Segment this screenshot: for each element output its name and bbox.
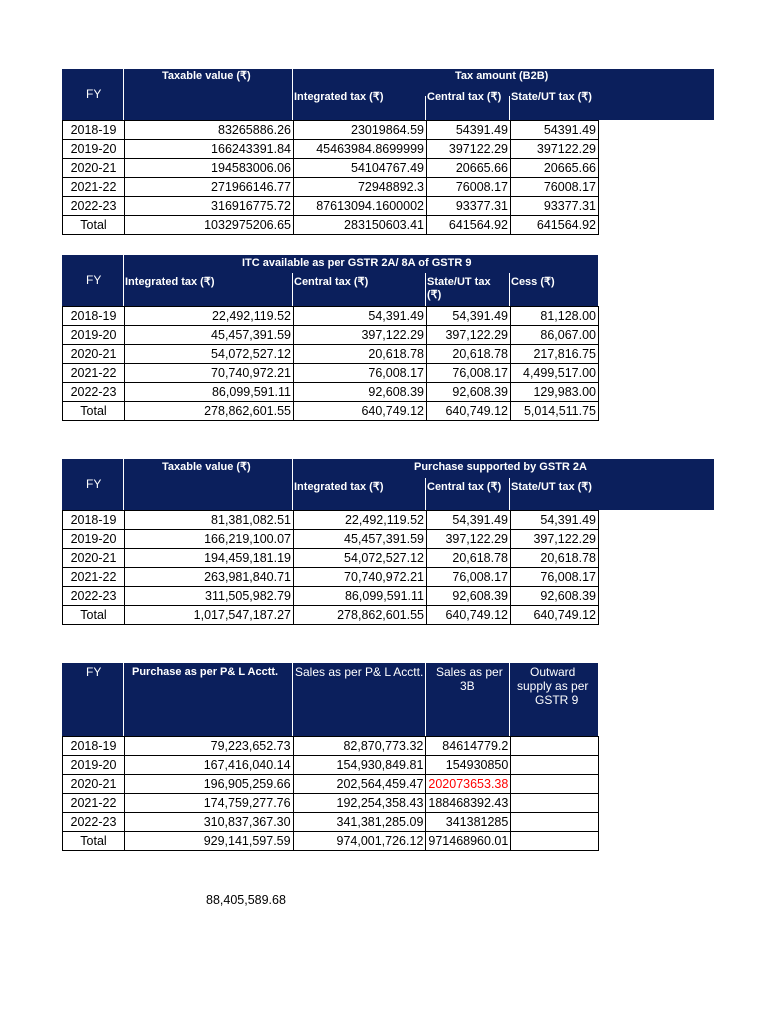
value-cell: 45463984.8699999 <box>294 140 427 159</box>
value-cell <box>511 756 599 775</box>
fy-cell: 2018-19 <box>63 307 125 326</box>
value-cell: 54,391.49 <box>427 511 511 530</box>
value-cell: 278,862,601.55 <box>125 402 294 421</box>
value-cell: 79,223,652.73 <box>124 737 293 756</box>
value-cell: 166243391.84 <box>125 140 294 159</box>
table-row <box>63 402 599 421</box>
fy-cell: Total <box>63 606 125 625</box>
value-cell: 45,457,391.59 <box>125 326 294 345</box>
fy-cell: 2022-23 <box>63 813 125 832</box>
table-row <box>63 326 599 345</box>
value-cell: 640,749.12 <box>511 606 599 625</box>
fy-cell: 2021-22 <box>63 364 125 383</box>
value-cell: 54391.49 <box>427 121 511 140</box>
purchase-group-header: Purchase supported by GSTR 2A <box>414 461 587 473</box>
value-cell: 341381285 <box>426 813 511 832</box>
state-tax-unit: (₹) <box>427 289 442 301</box>
data-rows <box>62 736 599 851</box>
value-cell: 641564.92 <box>511 216 599 235</box>
table-row <box>63 216 599 235</box>
value-cell: 278,862,601.55 <box>294 606 427 625</box>
value-cell: 87613094.1600002 <box>294 197 427 216</box>
value-cell: 86,067.00 <box>511 326 599 345</box>
value-cell: 341,381,285.09 <box>293 813 426 832</box>
fy-header: FY <box>86 87 102 101</box>
value-cell: 54,391.49 <box>511 511 599 530</box>
fy-header: FY <box>86 273 102 287</box>
value-cell: 4,499,517.00 <box>511 364 599 383</box>
table-row <box>63 178 599 197</box>
value-cell: 174,759,277.76 <box>124 794 293 813</box>
value-cell <box>511 737 599 756</box>
value-cell: 974,001,726.12 <box>293 832 426 851</box>
fy-cell: Total <box>63 402 125 421</box>
value-cell <box>511 832 599 851</box>
data-rows <box>62 120 599 235</box>
value-cell: 5,014,511.75 <box>511 402 599 421</box>
central-tax-header: Central tax (₹) <box>294 276 369 288</box>
fy-cell: 2019-20 <box>63 326 125 345</box>
value-cell: 54,072,527.12 <box>125 345 294 364</box>
fy-cell: 2020-21 <box>63 775 125 794</box>
value-cell: 92,608.39 <box>294 383 427 402</box>
table-row <box>63 756 599 775</box>
fy-cell: 2022-23 <box>63 197 125 216</box>
table-row <box>63 587 599 606</box>
value-cell: 640,749.12 <box>427 606 511 625</box>
purchase-supported-gstr2a-table <box>62 459 714 625</box>
fy-cell: 2021-22 <box>63 794 125 813</box>
table-header <box>62 459 714 510</box>
value-cell: 641564.92 <box>427 216 511 235</box>
table-row <box>63 364 599 383</box>
value-cell: 76,008.17 <box>427 364 511 383</box>
tax-amount-group-header: Tax amount (B2B) <box>455 70 549 82</box>
value-cell: 20665.66 <box>511 159 599 178</box>
value-cell: 22,492,119.52 <box>294 511 427 530</box>
data-rows <box>62 306 599 421</box>
value-cell: 202073653.38 <box>426 775 511 794</box>
value-cell: 86,099,591.11 <box>294 587 427 606</box>
value-cell: 310,837,367.30 <box>124 813 293 832</box>
sales-purchase-comparison-table <box>62 663 599 851</box>
value-cell: 397,122.29 <box>294 326 427 345</box>
outward-supply-header: Outward <box>530 665 576 679</box>
value-cell: 397122.29 <box>427 140 511 159</box>
fy-cell: 2021-22 <box>63 568 125 587</box>
table-row <box>63 511 599 530</box>
table-row <box>63 159 599 178</box>
fy-cell: 2020-21 <box>63 159 125 178</box>
value-cell: 283150603.41 <box>294 216 427 235</box>
fy-cell: 2019-20 <box>63 140 125 159</box>
taxable-value-header: Taxable value (₹) <box>162 70 251 82</box>
value-cell: 23019864.59 <box>294 121 427 140</box>
value-cell: 76,008.17 <box>511 568 599 587</box>
value-cell: 84614779.2 <box>426 737 511 756</box>
table-row <box>63 737 599 756</box>
value-cell: 45,457,391.59 <box>294 530 427 549</box>
value-cell: 263,981,840.71 <box>125 568 294 587</box>
data-rows <box>62 510 599 625</box>
value-cell: 1,017,547,187.27 <box>125 606 294 625</box>
value-cell: 70,740,972.21 <box>294 568 427 587</box>
value-cell: 76,008.17 <box>427 568 511 587</box>
fy-cell: Total <box>63 216 125 235</box>
value-cell: 192,254,358.43 <box>293 794 426 813</box>
value-cell: 81,381,082.51 <box>125 511 294 530</box>
fy-cell: 2018-19 <box>63 737 125 756</box>
tax-amount-b2b-table <box>62 69 714 235</box>
state-tax-header: State/UT tax (₹) <box>511 481 592 493</box>
fy-cell: 2021-22 <box>63 178 125 197</box>
fy-cell: 2019-20 <box>63 530 125 549</box>
value-cell: 929,141,597.59 <box>124 832 293 851</box>
value-cell: 194583006.06 <box>125 159 294 178</box>
value-cell: 196,905,259.66 <box>124 775 293 794</box>
value-cell: 81,128.00 <box>511 307 599 326</box>
value-cell: 311,505,982.79 <box>125 587 294 606</box>
value-cell: 93377.31 <box>427 197 511 216</box>
fy-cell: 2018-19 <box>63 121 125 140</box>
value-cell: 397,122.29 <box>427 530 511 549</box>
fy-cell: 2020-21 <box>63 345 125 364</box>
value-cell: 93377.31 <box>511 197 599 216</box>
table-header <box>62 69 714 120</box>
value-cell: 188468392.43 <box>426 794 511 813</box>
value-cell: 76008.17 <box>511 178 599 197</box>
sales-3b-header-line2: 3B <box>460 679 475 693</box>
fy-header: FY <box>86 665 102 679</box>
central-tax-header: Central tax (₹) <box>427 91 502 103</box>
value-cell: 194,459,181.19 <box>125 549 294 568</box>
taxable-value-header: Taxable value (₹) <box>162 461 251 473</box>
table-row <box>63 549 599 568</box>
itc-group-header: ITC available as per GSTR 2A/ 8A of GSTR 9 <box>242 257 472 269</box>
value-cell: 72948892.3 <box>294 178 427 197</box>
table-row <box>63 775 599 794</box>
fy-cell: 2020-21 <box>63 549 125 568</box>
value-cell: 20,618.78 <box>294 345 427 364</box>
table-row <box>63 197 599 216</box>
sales-3b-header: Sales as per <box>436 665 503 679</box>
table-row <box>63 383 599 402</box>
outward-supply-header-line2: supply as per <box>517 679 589 693</box>
value-cell: 83265886.26 <box>125 121 294 140</box>
value-cell <box>511 775 599 794</box>
value-cell: 397,122.29 <box>511 530 599 549</box>
value-cell: 76,008.17 <box>294 364 427 383</box>
value-cell: 92,608.39 <box>427 383 511 402</box>
value-cell: 92,608.39 <box>427 587 511 606</box>
value-cell: 54,072,527.12 <box>294 549 427 568</box>
value-cell: 397,122.29 <box>427 326 511 345</box>
purchase-pl-header: Purchase as per P& L Acctt. <box>132 666 279 678</box>
outward-supply-header-line3: GSTR 9 <box>535 693 579 707</box>
value-cell: 20,618.78 <box>427 549 511 568</box>
value-cell: 76008.17 <box>427 178 511 197</box>
value-cell: 316916775.72 <box>125 197 294 216</box>
sales-pl-header: Sales as per P& L Acctt. <box>295 665 424 679</box>
fy-header: FY <box>86 477 102 491</box>
value-cell: 640,749.12 <box>427 402 511 421</box>
table-header <box>62 663 598 736</box>
table-row <box>63 794 599 813</box>
fy-cell: 2019-20 <box>63 756 125 775</box>
state-tax-header: State/UT tax (₹) <box>511 91 592 103</box>
table-row <box>63 832 599 851</box>
table-row <box>63 568 599 587</box>
table-row <box>63 345 599 364</box>
value-cell: 20,618.78 <box>511 549 599 568</box>
value-cell <box>511 813 599 832</box>
value-cell: 202,564,459.47 <box>293 775 426 794</box>
fy-cell: 2018-19 <box>63 511 125 530</box>
value-cell <box>511 794 599 813</box>
value-cell: 271966146.77 <box>125 178 294 197</box>
value-cell: 54,391.49 <box>427 307 511 326</box>
value-cell: 54104767.49 <box>294 159 427 178</box>
value-cell: 86,099,591.11 <box>125 383 294 402</box>
integrated-tax-header: Integrated tax (₹) <box>125 276 215 288</box>
table-row <box>63 813 599 832</box>
value-cell: 20,618.78 <box>427 345 511 364</box>
value-cell: 397122.29 <box>511 140 599 159</box>
fy-cell: 2022-23 <box>63 587 125 606</box>
value-cell: 166,219,100.07 <box>125 530 294 549</box>
value-cell: 92,608.39 <box>511 587 599 606</box>
value-cell: 54,391.49 <box>294 307 427 326</box>
value-cell: 640,749.12 <box>294 402 427 421</box>
value-cell: 1032975206.65 <box>125 216 294 235</box>
value-cell: 70,740,972.21 <box>125 364 294 383</box>
cess-header: Cess (₹) <box>511 276 555 288</box>
value-cell: 129,983.00 <box>511 383 599 402</box>
table-header <box>62 255 598 306</box>
value-cell: 54391.49 <box>511 121 599 140</box>
value-cell: 154,930,849.81 <box>293 756 426 775</box>
value-cell: 22,492,119.52 <box>125 307 294 326</box>
itc-available-table <box>62 255 599 421</box>
value-cell: 971468960.01 <box>426 832 511 851</box>
standalone-value: 88,405,589.68 <box>206 893 286 907</box>
value-cell: 154930850 <box>426 756 511 775</box>
integrated-tax-header: Integrated tax (₹) <box>294 481 384 493</box>
value-cell: 82,870,773.32 <box>293 737 426 756</box>
value-cell: 217,816.75 <box>511 345 599 364</box>
table-row <box>63 307 599 326</box>
table-row <box>63 121 599 140</box>
table-row <box>63 606 599 625</box>
table-row <box>63 530 599 549</box>
integrated-tax-header: Integrated tax (₹) <box>294 91 384 103</box>
value-cell: 167,416,040.14 <box>124 756 293 775</box>
fy-cell: 2022-23 <box>63 383 125 402</box>
table-row <box>63 140 599 159</box>
state-tax-header: State/UT tax <box>427 276 491 288</box>
value-cell: 20665.66 <box>427 159 511 178</box>
fy-cell: Total <box>63 832 125 851</box>
central-tax-header: Central tax (₹) <box>427 481 502 493</box>
